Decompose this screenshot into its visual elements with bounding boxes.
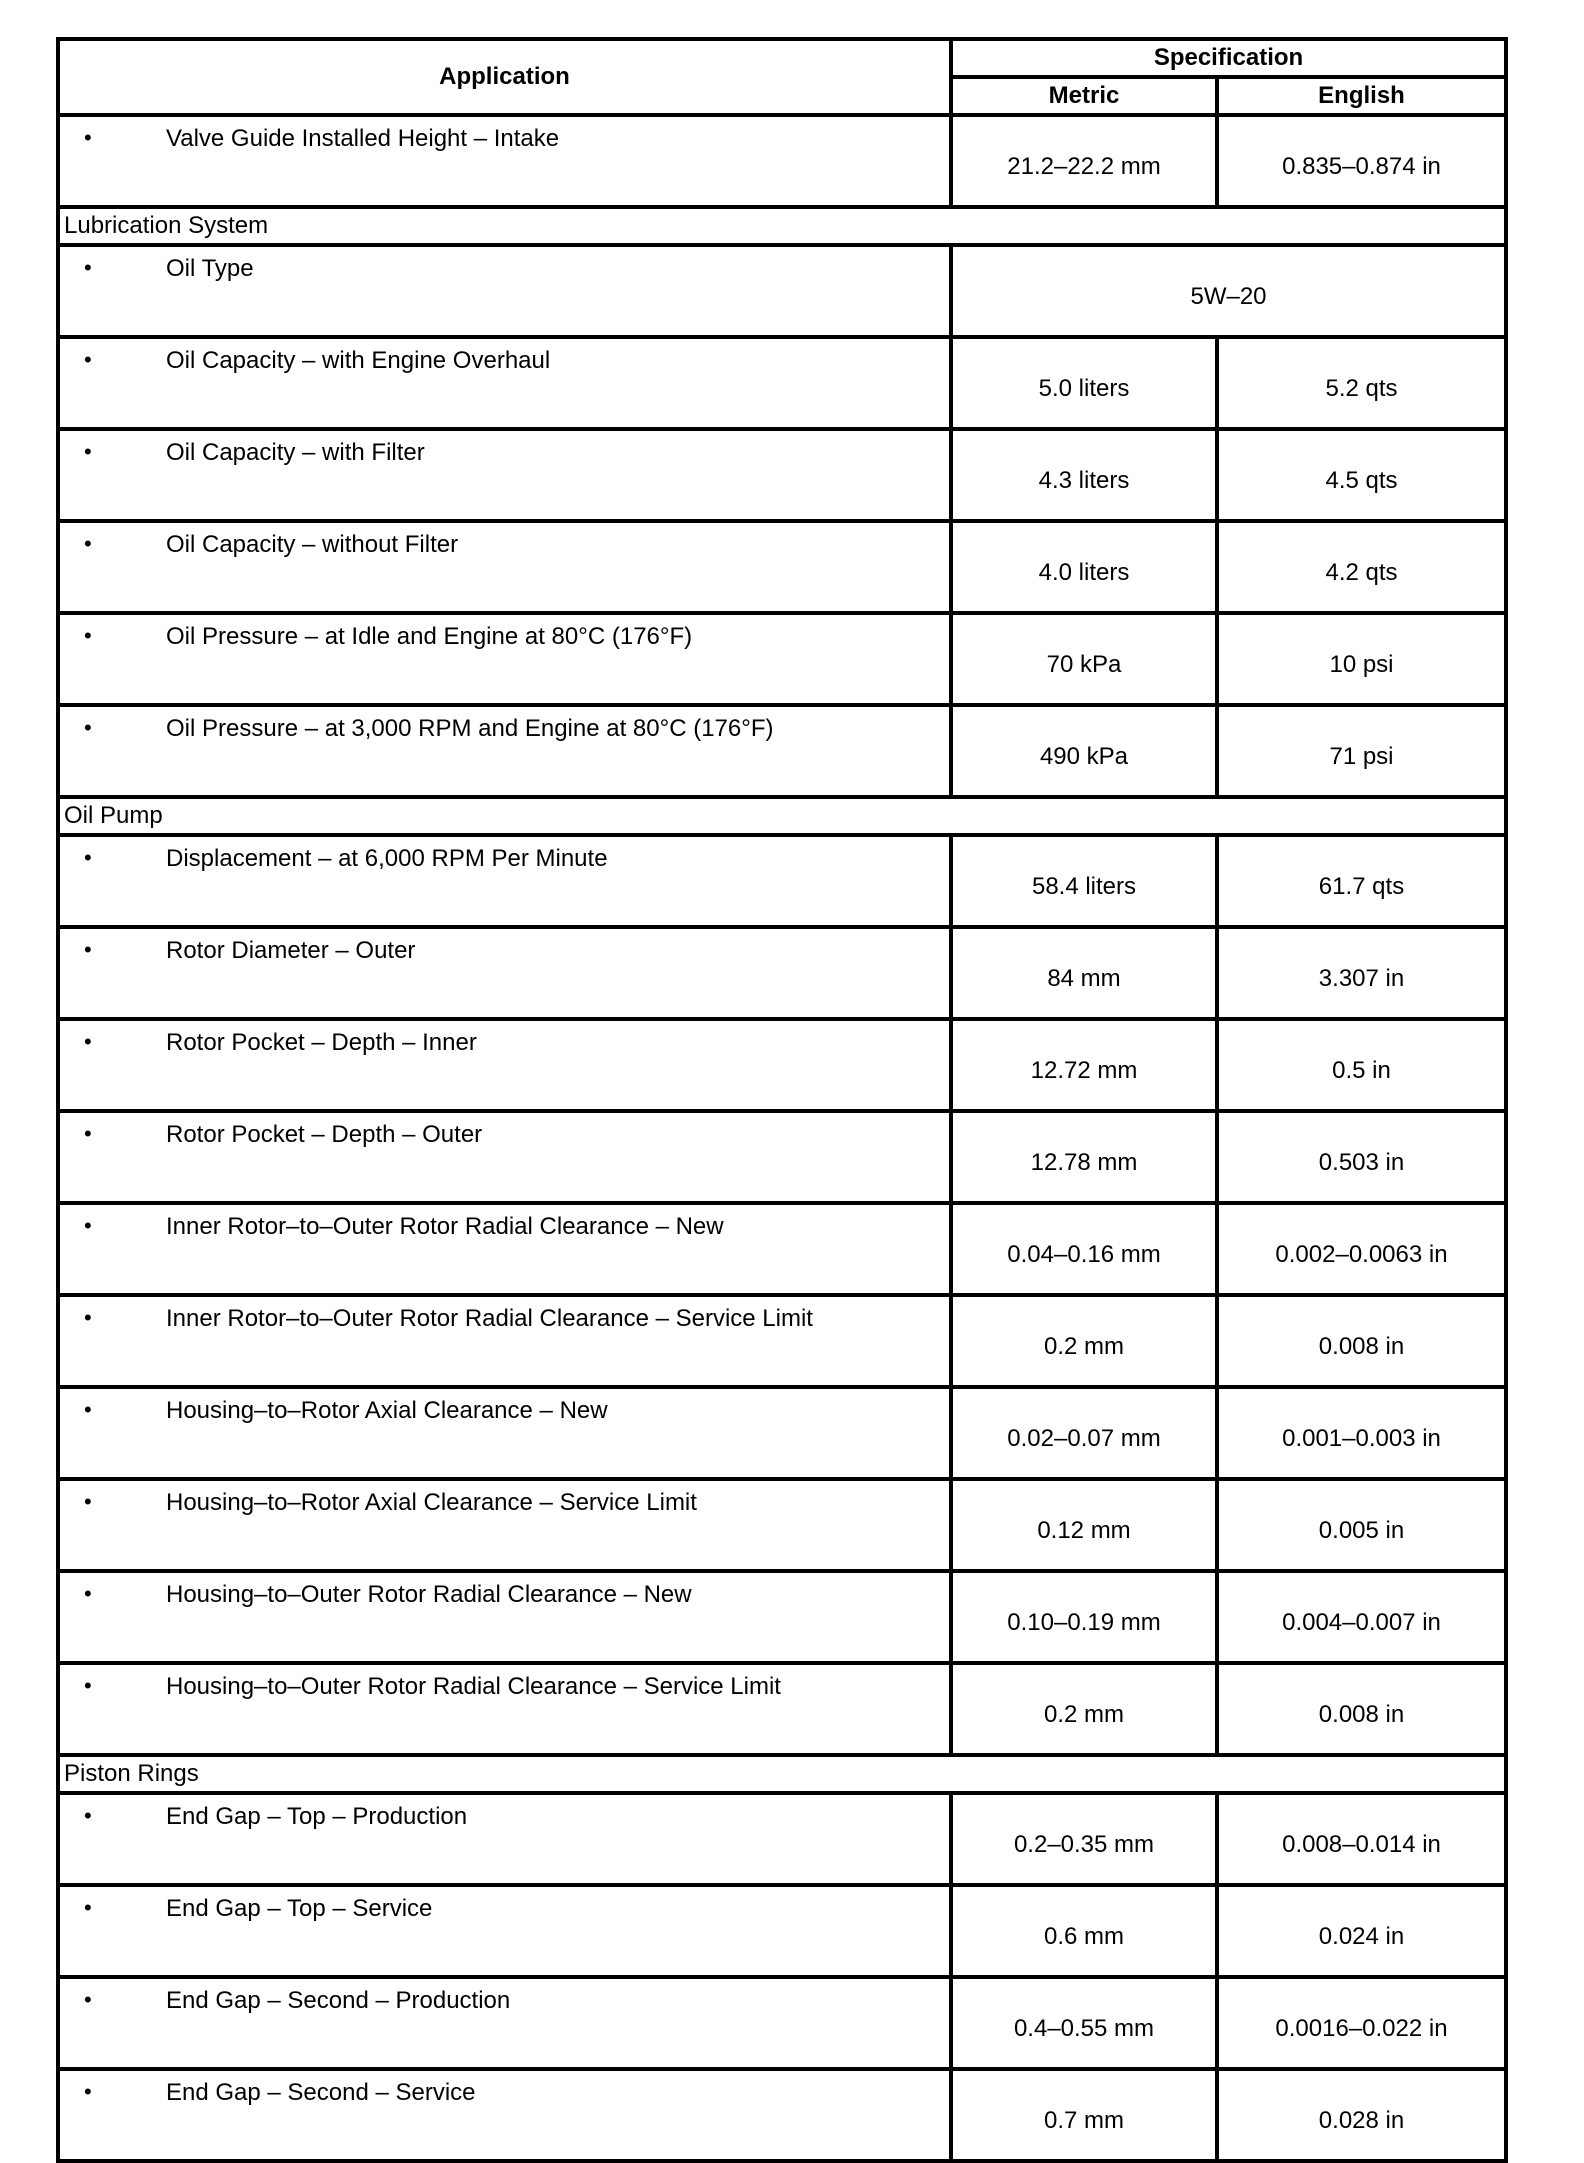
application-text: Housing–to–Outer Rotor Radial Clearance – Service Limit	[166, 1673, 781, 1700]
bullet-icon	[60, 347, 166, 373]
table-row	[58, 337, 1506, 429]
application-cell	[58, 521, 951, 613]
table-row	[58, 835, 1506, 927]
metric-value-cell: 12.72 mm	[951, 1019, 1217, 1111]
table-body	[58, 115, 1506, 2161]
table-row	[58, 429, 1506, 521]
table-row	[58, 115, 1506, 207]
metric-value-cell: 4.3 liters	[951, 429, 1217, 521]
metric-value-cell: 58.4 liters	[951, 835, 1217, 927]
metric-value-cell: 0.02–0.07 mm	[951, 1387, 1217, 1479]
bullet-icon	[60, 1803, 166, 1829]
english-value-cell: 5.2 qts	[1217, 337, 1506, 429]
metric-value-cell: 0.6 mm	[951, 1885, 1217, 1977]
combined-value-cell: 5W–20	[951, 245, 1506, 337]
metric-value-cell: 490 kPa	[951, 705, 1217, 797]
bullet-icon	[60, 2079, 166, 2105]
application-cell	[58, 1111, 951, 1203]
bullet-glyph: •	[84, 845, 92, 870]
application-cell	[58, 835, 951, 927]
application-text: Valve Guide Installed Height – Intake	[166, 125, 560, 152]
application-text: Oil Capacity – without Filter	[166, 531, 459, 558]
table-row	[58, 1977, 1506, 2069]
metric-value-cell: 70 kPa	[951, 613, 1217, 705]
english-value-cell: 0.835–0.874 in	[1217, 115, 1506, 207]
table-row	[58, 613, 1506, 705]
bullet-glyph: •	[84, 715, 92, 740]
bullet-icon	[60, 937, 166, 963]
table-row	[58, 705, 1506, 797]
bullet-glyph: •	[84, 531, 92, 556]
bullet-icon	[60, 1987, 166, 2013]
application-text: Oil Capacity – with Engine Overhaul	[166, 347, 551, 374]
table-row	[58, 1663, 1506, 1755]
english-value-cell: 61.7 qts	[1217, 835, 1506, 927]
table-row	[58, 245, 1506, 337]
bullet-icon	[60, 1673, 166, 1699]
metric-value-cell: 0.2 mm	[951, 1663, 1217, 1755]
table-row	[58, 521, 1506, 613]
bullet-glyph: •	[84, 1121, 92, 1146]
application-cell	[58, 1571, 951, 1663]
section-row	[58, 797, 1506, 835]
application-cell	[58, 705, 951, 797]
metric-value-cell: 12.78 mm	[951, 1111, 1217, 1203]
english-value-cell: 4.5 qts	[1217, 429, 1506, 521]
table-row	[58, 1111, 1506, 1203]
bullet-glyph: •	[84, 1581, 92, 1606]
english-value-cell: 0.028 in	[1217, 2069, 1506, 2161]
metric-value-cell: 0.4–0.55 mm	[951, 1977, 1217, 2069]
bullet-glyph: •	[84, 1397, 92, 1422]
table-row	[58, 1295, 1506, 1387]
header-application: Application	[58, 39, 951, 115]
metric-value-cell: 84 mm	[951, 927, 1217, 1019]
application-cell	[58, 115, 951, 207]
header-metric: Metric	[951, 77, 1217, 115]
english-value-cell: 0.503 in	[1217, 1111, 1506, 1203]
metric-value-cell: 4.0 liters	[951, 521, 1217, 613]
english-value-cell: 0.0016–0.022 in	[1217, 1977, 1506, 2069]
application-text: Oil Capacity – with Filter	[166, 439, 425, 466]
bullet-icon	[60, 1121, 166, 1147]
english-value-cell: 10 psi	[1217, 613, 1506, 705]
english-value-cell: 0.008 in	[1217, 1295, 1506, 1387]
application-cell	[58, 1977, 951, 2069]
english-value-cell: 0.008–0.014 in	[1217, 1793, 1506, 1885]
bullet-icon	[60, 1305, 166, 1331]
section-label: Oil Pump	[58, 797, 1506, 835]
bullet-icon	[60, 1489, 166, 1515]
bullet-icon	[60, 1213, 166, 1239]
bullet-glyph: •	[84, 2079, 92, 2104]
english-value-cell: 0.001–0.003 in	[1217, 1387, 1506, 1479]
metric-value-cell: 0.10–0.19 mm	[951, 1571, 1217, 1663]
bullet-glyph: •	[84, 125, 92, 150]
bullet-glyph: •	[84, 1987, 92, 2012]
application-cell	[58, 613, 951, 705]
application-cell	[58, 1479, 951, 1571]
table-row	[58, 1885, 1506, 1977]
header-specification: Specification	[951, 39, 1506, 77]
english-value-cell: 0.002–0.0063 in	[1217, 1203, 1506, 1295]
bullet-glyph: •	[84, 439, 92, 464]
section-row	[58, 1755, 1506, 1793]
bullet-glyph: •	[84, 1305, 92, 1330]
bullet-icon	[60, 1581, 166, 1607]
metric-value-cell: 0.12 mm	[951, 1479, 1217, 1571]
bullet-glyph: •	[84, 1803, 92, 1828]
english-value-cell: 0.005 in	[1217, 1479, 1506, 1571]
application-text: Housing–to–Rotor Axial Clearance – New	[166, 1397, 608, 1424]
application-cell	[58, 1663, 951, 1755]
header-english: English	[1217, 77, 1506, 115]
bullet-glyph: •	[84, 1895, 92, 1920]
application-cell	[58, 245, 951, 337]
bullet-glyph: •	[84, 347, 92, 372]
english-value-cell: 0.008 in	[1217, 1663, 1506, 1755]
application-cell	[58, 2069, 951, 2161]
metric-value-cell: 5.0 liters	[951, 337, 1217, 429]
table-row	[58, 1479, 1506, 1571]
application-text: Housing–to–Rotor Axial Clearance – Service Limit	[166, 1489, 697, 1516]
application-cell	[58, 927, 951, 1019]
application-cell	[58, 1387, 951, 1479]
table-row	[58, 2069, 1506, 2161]
bullet-icon	[60, 1895, 166, 1921]
application-cell	[58, 1203, 951, 1295]
application-text: Inner Rotor–to–Outer Rotor Radial Clearance – New	[166, 1213, 724, 1240]
table-row	[58, 1793, 1506, 1885]
bullet-glyph: •	[84, 1213, 92, 1238]
table-row	[58, 1387, 1506, 1479]
table-row	[58, 1203, 1506, 1295]
application-text: Rotor Pocket – Depth – Inner	[166, 1029, 477, 1056]
application-text: Housing–to–Outer Rotor Radial Clearance – New	[166, 1581, 692, 1608]
metric-value-cell: 0.04–0.16 mm	[951, 1203, 1217, 1295]
application-text: End Gap – Second – Service	[166, 2079, 476, 2106]
spec-table	[56, 37, 1508, 2163]
section-label: Lubrication System	[58, 207, 1506, 245]
bullet-glyph: •	[84, 1029, 92, 1054]
table-row	[58, 1019, 1506, 1111]
application-cell	[58, 1295, 951, 1387]
application-text: Inner Rotor–to–Outer Rotor Radial Clearance – Service Limit	[166, 1305, 813, 1332]
application-text: Displacement – at 6,000 RPM Per Minute	[166, 845, 608, 872]
bullet-icon	[60, 125, 166, 151]
english-value-cell: 4.2 qts	[1217, 521, 1506, 613]
bullet-icon	[60, 439, 166, 465]
english-value-cell: 0.5 in	[1217, 1019, 1506, 1111]
metric-value-cell: 0.2 mm	[951, 1295, 1217, 1387]
english-value-cell: 71 psi	[1217, 705, 1506, 797]
bullet-glyph: •	[84, 1489, 92, 1514]
table-row	[58, 927, 1506, 1019]
metric-value-cell: 0.7 mm	[951, 2069, 1217, 2161]
application-cell	[58, 429, 951, 521]
section-row	[58, 207, 1506, 245]
bullet-glyph: •	[84, 623, 92, 648]
application-text: Oil Pressure – at 3,000 RPM and Engine at 80°C (176°F)	[166, 715, 774, 742]
table-row	[58, 1571, 1506, 1663]
metric-value-cell: 0.2–0.35 mm	[951, 1793, 1217, 1885]
application-cell	[58, 1885, 951, 1977]
bullet-icon	[60, 1029, 166, 1055]
bullet-glyph: •	[84, 937, 92, 962]
bullet-icon	[60, 845, 166, 871]
english-value-cell: 0.024 in	[1217, 1885, 1506, 1977]
bullet-icon	[60, 715, 166, 741]
bullet-glyph: •	[84, 255, 92, 280]
english-value-cell: 3.307 in	[1217, 927, 1506, 1019]
bullet-glyph: •	[84, 1673, 92, 1698]
english-value-cell: 0.004–0.007 in	[1217, 1571, 1506, 1663]
application-text: Oil Pressure – at Idle and Engine at 80°C (176°F)	[166, 623, 693, 650]
application-text: End Gap – Top – Service	[166, 1895, 433, 1922]
application-cell	[58, 1019, 951, 1111]
bullet-icon	[60, 255, 166, 281]
application-text: End Gap – Top – Production	[166, 1803, 468, 1830]
application-text: Rotor Pocket – Depth – Outer	[166, 1121, 483, 1148]
table-header	[58, 39, 1506, 115]
application-text: Rotor Diameter – Outer	[166, 937, 416, 964]
application-text: Oil Type	[166, 255, 254, 282]
bullet-icon	[60, 1397, 166, 1423]
application-cell	[58, 1793, 951, 1885]
application-cell	[58, 337, 951, 429]
section-label: Piston Rings	[58, 1755, 1506, 1793]
bullet-icon	[60, 623, 166, 649]
bullet-icon	[60, 531, 166, 557]
application-text: End Gap – Second – Production	[166, 1987, 511, 2014]
metric-value-cell: 21.2–22.2 mm	[951, 115, 1217, 207]
